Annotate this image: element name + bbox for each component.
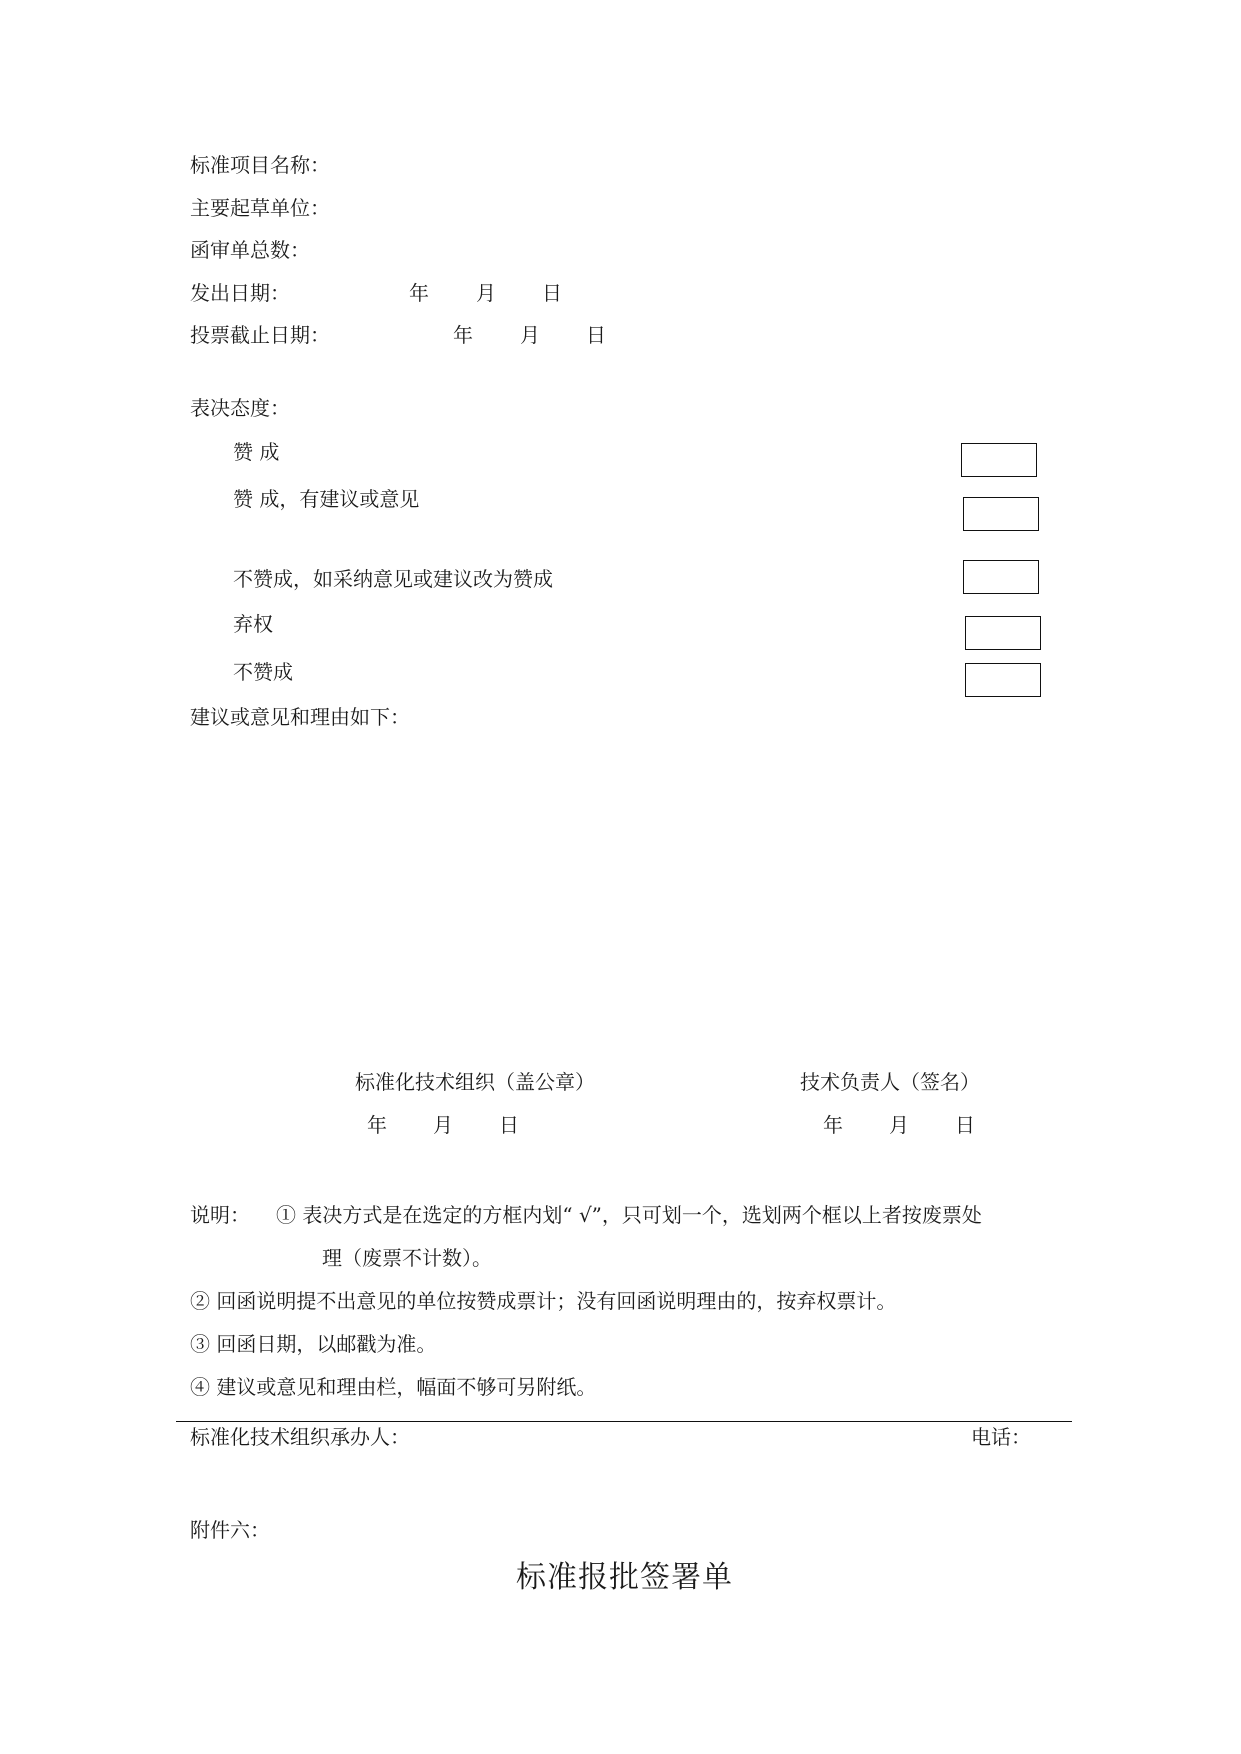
note-item-1-continued: 理（废票不计数）。 xyxy=(322,1246,492,1270)
vote-option-approve-with-comments: 赞 成，有建议或意见 xyxy=(233,487,420,511)
note-item-4: ④ 建议或意见和理由栏，幅面不够可另附纸。 xyxy=(190,1375,597,1399)
deadline-month: 月 xyxy=(520,323,540,347)
vote-option-conditional: 不赞成，如采纳意见或建议改为赞成 xyxy=(233,567,553,591)
vote-option-disapprove: 不赞成 xyxy=(233,660,293,684)
drafting-unit-label: 主要起草单位： xyxy=(190,196,330,220)
deadline-label: 投票截止日期： xyxy=(190,323,330,347)
org-date-day: 日 xyxy=(499,1113,519,1137)
vote-checkbox-disapprove[interactable] xyxy=(965,663,1041,697)
note-item-3: ③ 回函日期，以邮戳为准。 xyxy=(190,1332,437,1356)
phone-label: 电话： xyxy=(971,1425,1031,1449)
handler-label: 标准化技术组织承办人： xyxy=(190,1425,410,1449)
footer-divider xyxy=(176,1421,1072,1422)
lead-date-year: 年 xyxy=(823,1113,843,1137)
note-item-1: ① 表决方式是在选定的方框内划“ √”，只可划一个，选划两个框以上者按废票处 xyxy=(276,1203,982,1227)
issue-date-month: 月 xyxy=(476,281,496,305)
tech-lead-signature-label: 技术负责人（签名） xyxy=(800,1070,980,1094)
lead-date-month: 月 xyxy=(889,1113,909,1137)
lead-date-day: 日 xyxy=(955,1113,975,1137)
vote-checkbox-conditional[interactable] xyxy=(963,560,1039,594)
issue-date-day: 日 xyxy=(542,281,562,305)
org-seal-label: 标准化技术组织（盖公章） xyxy=(355,1070,595,1094)
vote-checkbox-approve-with-comments[interactable] xyxy=(963,497,1039,531)
vote-checkbox-abstain[interactable] xyxy=(965,616,1041,650)
notes-label: 说明： xyxy=(190,1203,250,1227)
vote-option-abstain: 弃权 xyxy=(233,612,273,636)
project-name-label: 标准项目名称： xyxy=(190,153,330,177)
attachment-title: 标准报批签署单 xyxy=(516,1560,733,1595)
note-item-2: ② 回函说明提不出意见的单位按赞成票计；没有回函说明理由的，按弃权票计。 xyxy=(190,1289,897,1313)
deadline-year: 年 xyxy=(453,323,473,347)
issue-date-year: 年 xyxy=(409,281,429,305)
org-date-year: 年 xyxy=(367,1113,387,1137)
vote-label: 表决态度： xyxy=(190,396,290,420)
vote-checkbox-approve[interactable] xyxy=(961,443,1037,477)
vote-option-approve: 赞 成 xyxy=(233,440,280,464)
issue-date-label: 发出日期： xyxy=(190,281,290,305)
attachment-label: 附件六： xyxy=(190,1518,270,1542)
org-date-month: 月 xyxy=(433,1113,453,1137)
deadline-day: 日 xyxy=(586,323,606,347)
comments-label: 建议或意见和理由如下： xyxy=(190,705,410,729)
total-count-label: 函审单总数： xyxy=(190,238,310,262)
